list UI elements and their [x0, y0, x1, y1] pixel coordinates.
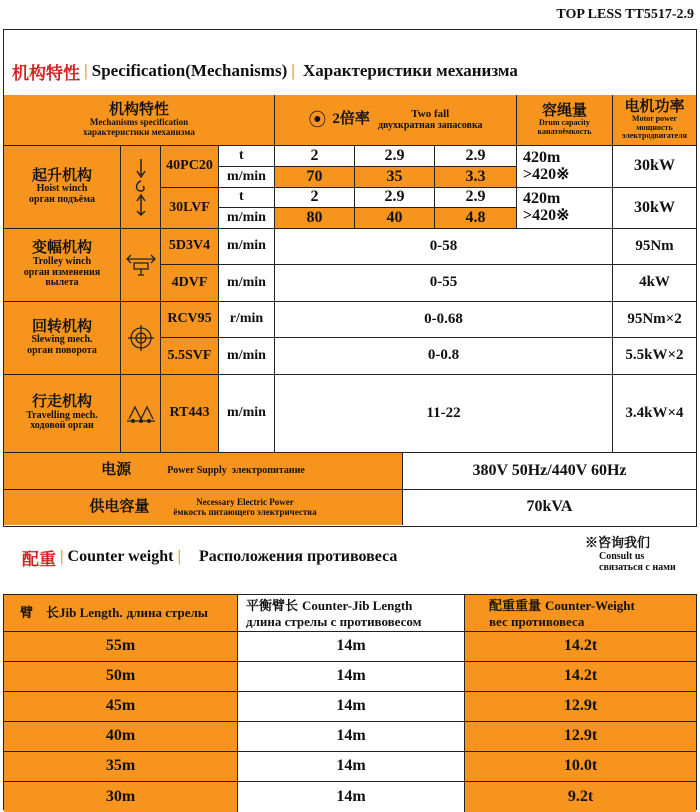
cw-weight: 10.0t	[464, 751, 696, 781]
hoist-drum-2b: >420※	[523, 207, 570, 224]
cw-cjib: 14m	[237, 721, 464, 751]
power-supply-en: Power Supply	[167, 464, 227, 476]
trolley-value-1: 0-58	[274, 228, 612, 264]
slewing-value-1: 0-0.68	[274, 301, 612, 337]
trolley-power-1: 95Nm	[612, 228, 696, 264]
hoist-s-1b: 35	[354, 166, 434, 187]
cw-header-cjib-ru: длина стрелы с противовесом	[246, 613, 422, 629]
hoist-t-1b: 2.9	[354, 145, 434, 166]
header-power-en: Motor power	[632, 114, 677, 124]
cw-header-jib-cn: 臂 长	[20, 605, 60, 621]
cw-weight: 14.2t	[464, 631, 696, 661]
header-power-ru2: электродвигателя	[622, 131, 687, 141]
header-drum-cn: 容绳量	[541, 102, 587, 119]
power-supply-cn: 电源	[101, 462, 132, 479]
cw-header-cjib	[237, 595, 464, 631]
cw-header-cw-cn: 配重重量	[489, 597, 542, 613]
header-drum	[516, 95, 612, 145]
hoist-t-1c: 2.9	[434, 145, 516, 166]
hoist-t-2a: 2	[274, 187, 354, 207]
header-mech-ru: характеристики механизма	[83, 126, 195, 137]
cw-jib: 50m	[4, 661, 237, 691]
header-power-ru1: мощность	[636, 122, 673, 132]
cw-jib: 40m	[4, 721, 237, 751]
header-fall-cn: 2倍率	[332, 111, 370, 128]
consult-note	[585, 532, 676, 573]
travel-model: RT443	[160, 374, 218, 452]
cw-header-cjib-en: Counter-Jib Length	[302, 597, 413, 613]
cw-jib: 45m	[4, 691, 237, 721]
necessary-power-value: 70kVA	[402, 489, 696, 525]
necessary-power-cn: 供电容量	[89, 498, 150, 515]
cw-header-jib-en: Jib Length.	[59, 605, 123, 621]
slewing-value-2: 0-0.8	[274, 337, 612, 374]
hoist-s-1c: 3.3	[434, 166, 516, 187]
cw-header-weight	[464, 595, 696, 631]
hoist-en: Hoist winch	[36, 183, 88, 195]
travel-power: 3.4kW×4	[612, 374, 696, 452]
slewing-cn: 回转机构	[31, 318, 92, 335]
hoist-model-1: 40PC20	[160, 145, 218, 187]
cw-heading: 配重 | Counter weight | Расположения противовеса	[22, 544, 397, 570]
travel-ru: ходовой орган	[30, 420, 94, 432]
hoist-cn: 起升机构	[31, 167, 92, 184]
hoist-drum-2a: 420m	[523, 190, 561, 208]
hoist-unit-s-2: m/min	[218, 207, 274, 228]
hoist-drum-2	[516, 187, 612, 228]
slewing-unit-2: m/min	[218, 337, 274, 374]
header-mech-cn: 机构特性	[108, 101, 169, 118]
hoist-s-2a: 80	[274, 207, 354, 228]
hoist-drum-1	[516, 145, 612, 187]
header-two-fall	[274, 95, 516, 145]
necessary-power-label	[4, 489, 402, 525]
trolley-unit-1: m/min	[218, 228, 274, 264]
trolley-power-2: 4kW	[612, 264, 696, 301]
spec-heading-ru: Характеристики механизма	[302, 61, 518, 80]
cw-heading-en: Counter weight	[67, 548, 174, 565]
trolley-cn: 变幅机构	[31, 240, 92, 257]
hoist-t-1a: 2	[274, 145, 354, 166]
hoist-s-2c: 4.8	[434, 207, 516, 228]
consult-cn: ※咨询我们	[585, 535, 651, 550]
travel-cn: 行走机构	[31, 394, 92, 411]
hoist-label	[4, 145, 120, 228]
hoist-unit-t-1: t	[218, 145, 274, 166]
travel-unit: m/min	[218, 374, 274, 452]
cw-jib: 55m	[4, 631, 237, 661]
spec-heading-cn: 机构特性	[12, 63, 80, 83]
hoist-unit-t-2: t	[218, 187, 274, 207]
trolley-unit-2: m/min	[218, 264, 274, 301]
cw-header-jib	[4, 595, 237, 631]
trolley-ru2: вылета	[45, 277, 79, 289]
hoist-drum-1b: >420※	[523, 165, 570, 183]
header-drum-en: Drum capacity	[539, 118, 590, 128]
cw-heading-ru: Расположения противовеса	[198, 548, 398, 565]
trolley-en: Trolley winch	[32, 256, 92, 268]
slewing-unit-1: r/min	[218, 301, 274, 337]
power-supply-value: 380V 50Hz/440V 60Hz	[402, 452, 696, 489]
spec-heading-en: Specification(Mechanisms)	[91, 61, 288, 80]
header-power	[612, 95, 696, 145]
header-mechanisms	[4, 95, 274, 145]
travel-en: Travelling mech.	[26, 409, 98, 421]
hoist-power-1: 30kW	[612, 145, 696, 187]
cw-header-jib-ru: длина стрелы	[126, 605, 208, 621]
necessary-power-ru: ёмкость питающего электричества	[173, 506, 317, 517]
header-mech-en: Mechanisms specification	[89, 117, 189, 128]
hook-icon: ⦿	[308, 109, 327, 130]
cw-header-cw-en: Counter-Weight	[545, 597, 635, 613]
slewing-crosshair-icon	[120, 301, 160, 374]
trolley-value-2: 0-55	[274, 264, 612, 301]
hoist-unit-s-1: m/min	[218, 166, 274, 187]
header-drum-ru: канатоёмкость	[537, 126, 592, 136]
travel-bogie-icon	[120, 374, 160, 452]
trolley-winch-icon	[120, 228, 160, 301]
cw-weight: 12.9t	[464, 691, 696, 721]
hoist-model-2: 30LVF	[160, 187, 218, 228]
trolley-ru1: орган изменения	[23, 266, 101, 278]
cw-cjib: 14m	[237, 631, 464, 661]
travel-label	[4, 374, 120, 452]
cw-cjib: 14m	[237, 751, 464, 781]
hoist-t-2c: 2.9	[434, 187, 516, 207]
hoist-s-1a: 70	[274, 166, 354, 187]
slewing-en: Slewing mech.	[31, 334, 93, 346]
trolley-model-2: 4DVF	[160, 264, 218, 301]
slewing-label	[4, 301, 120, 374]
power-supply-ru: электропитание	[231, 464, 305, 476]
cw-header-cjib-cn: 平衡臂长	[246, 597, 299, 613]
cw-cjib: 14m	[237, 691, 464, 721]
hoist-ru: орган подъёма	[29, 193, 95, 205]
hoist-drum-1a: 420m	[523, 148, 561, 166]
header-power-cn: 电机功率	[624, 98, 685, 115]
slewing-model-1: RCV95	[160, 301, 218, 337]
cw-jib: 30m	[4, 781, 237, 812]
consult-en: Consult us	[599, 551, 645, 562]
hoist-s-2b: 40	[354, 207, 434, 228]
trolley-model-1: 5D3V4	[160, 228, 218, 264]
header-fall-ru: двухкратная запасовка	[377, 119, 483, 131]
cw-jib: 35m	[4, 751, 237, 781]
cw-header-cw-ru: вес противовеса	[489, 613, 585, 629]
cw-weight: 14.2t	[464, 661, 696, 691]
slewing-ru: орган поворота	[27, 344, 97, 356]
trolley-label	[4, 228, 120, 301]
cw-cjib: 14m	[237, 661, 464, 691]
slewing-power-1: 95Nm×2	[612, 301, 696, 337]
cw-weight: 9.2t	[464, 781, 696, 812]
hoist-winch-icon	[120, 145, 160, 228]
travel-value: 11-22	[274, 374, 612, 452]
power-supply-label	[4, 452, 402, 489]
hoist-t-2b: 2.9	[354, 187, 434, 207]
slewing-model-2: 5.5SVF	[160, 337, 218, 374]
cw-weight: 12.9t	[464, 721, 696, 751]
consult-ru: связаться с нами	[599, 562, 676, 573]
header-fall-en: Two fall	[411, 107, 450, 120]
necessary-power-en: Necessary Electric Power	[196, 497, 294, 508]
model-title: TOP LESS TT5517-2.9	[556, 7, 694, 22]
hoist-power-2: 30kW	[612, 187, 696, 228]
spec-heading: 机构特性 | Specification(Mechanisms) | Характеристики механизма	[12, 58, 518, 84]
cw-cjib: 14m	[237, 781, 464, 812]
slewing-power-2: 5.5kW×2	[612, 337, 696, 374]
cw-heading-cn: 配重	[22, 549, 56, 569]
